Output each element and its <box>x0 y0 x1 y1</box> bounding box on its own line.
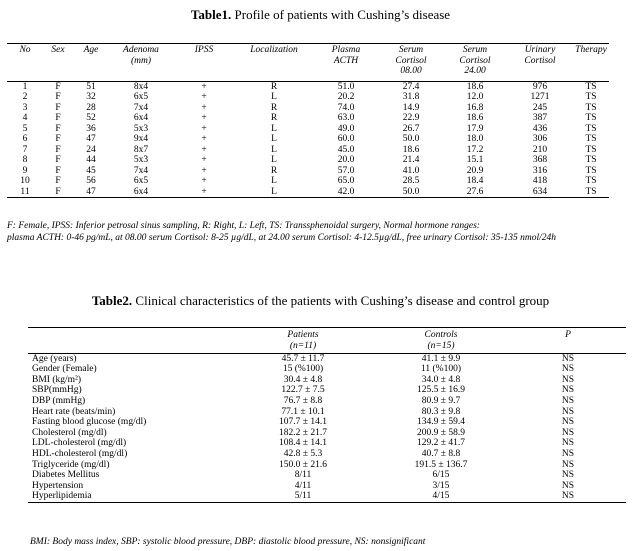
table-cell: 17.9 <box>466 123 484 134</box>
table1-caption <box>0 7 641 23</box>
table-cell: 34.0 ± 4.8 <box>421 374 461 385</box>
table-cell: 8x7 <box>133 144 149 155</box>
table2-header-cell: Controls (n=15) <box>424 330 458 351</box>
table-row <box>7 187 609 198</box>
table-row <box>28 460 626 471</box>
table-cell: 634 <box>532 186 548 197</box>
table-cell: 20.2 <box>337 92 355 103</box>
table-cell: 21.4 <box>402 155 420 166</box>
table-row <box>28 449 626 460</box>
table-cell: 51 <box>86 82 96 92</box>
table-row <box>7 176 609 187</box>
table-cell: 150.0 ± 21.6 <box>279 459 327 470</box>
table-cell: 210 <box>532 144 548 155</box>
table-cell: 17.2 <box>466 144 484 155</box>
table-cell: 18.4 <box>466 176 484 187</box>
table2-footnote: BMI: Body mass index, SBP: systolic blood pressure, DBP: diastolic blood pressure, NS: nonsignificant <box>30 537 426 547</box>
table-cell: 18.6 <box>466 113 484 124</box>
table-cell: F <box>55 144 61 155</box>
table-cell: 6x5 <box>133 92 149 103</box>
table-cell: Hyperlipidemia <box>32 491 92 502</box>
table-cell: 40.7 ± 8.8 <box>421 449 461 460</box>
table-cell: 51.0 <box>337 82 355 92</box>
table-row <box>28 417 626 428</box>
table-cell: R <box>270 102 278 113</box>
table-cell: 4/11 <box>294 480 312 491</box>
table-cell: + <box>201 113 207 124</box>
table2-caption-text: Clinical characteristics of the patients with Cushing’s disease and control group <box>132 293 550 308</box>
table-cell: 245 <box>532 102 548 113</box>
table-cell: 306 <box>532 134 548 145</box>
table2 <box>28 327 626 503</box>
table-cell: 27.4 <box>402 82 420 92</box>
table-cell: 28.5 <box>402 176 420 187</box>
table-cell: NS <box>561 396 575 407</box>
table1-footnote-1: F: Female, IPSS: Inferior petrosal sinus sampling, R: Right, L: Left, TS: Transsphenoidal surgery, Normal hormone ranges: <box>7 221 480 231</box>
table-cell: TS <box>585 186 597 197</box>
table1-footnote-2: plasma ACTH: 0-46 pg/mL, at 08.00 serum Cortisol: 8-25 µg/dL, at 24.00 serum Cortisol: 4-12.5µg/dL, free urinary Cortisol: 35-135 nmol/24h <box>7 233 557 243</box>
table-cell: 42.8 ± 5.3 <box>283 449 323 460</box>
table2-body <box>28 354 626 503</box>
table-cell: 436 <box>532 123 548 134</box>
table-cell: 125.5 ± 16.9 <box>417 385 465 396</box>
table-cell: 47 <box>86 186 96 197</box>
table-row <box>7 92 609 103</box>
table2-caption-label: Table2. <box>91 293 133 308</box>
table-cell: 418 <box>532 176 548 187</box>
table-cell: 18.6 <box>402 144 420 155</box>
table-row <box>28 481 626 492</box>
table-row <box>7 113 609 124</box>
table1-caption-text: Profile of patients with Cushing’s disease <box>231 7 451 22</box>
table-cell: 10 <box>20 176 30 187</box>
table-cell: 41.0 <box>402 165 420 176</box>
table-cell: L <box>271 92 277 103</box>
table-cell: 80.3 ± 9.8 <box>421 406 461 417</box>
table-cell: 2 <box>22 92 28 103</box>
table-cell: HDL-cholesterol (mg/dl) <box>32 449 128 460</box>
table-cell: TS <box>585 134 597 145</box>
table-cell: 8x4 <box>133 82 149 92</box>
table-cell: 387 <box>532 113 548 124</box>
table-cell: 11 (%100) <box>420 364 461 375</box>
table-row <box>28 364 626 375</box>
table-cell: NS <box>561 480 575 491</box>
table-cell: NS <box>561 417 575 428</box>
table-cell: 6x4 <box>133 186 149 197</box>
table-cell: 50.0 <box>402 134 420 145</box>
table-cell: 50.0 <box>402 186 420 197</box>
table-cell: Fasting blood glucose (mg/dl) <box>32 417 147 428</box>
table2-header-cell: P <box>565 330 571 340</box>
table-cell: 6x4 <box>133 113 149 124</box>
table-cell: 5x3 <box>133 123 149 134</box>
table-cell: 20.0 <box>337 155 355 166</box>
table-cell: 16.8 <box>466 102 484 113</box>
table-cell: R <box>270 113 278 124</box>
table-cell: 7 <box>22 144 28 155</box>
table1-header-cell: Plasma ACTH <box>331 45 361 66</box>
table-cell: + <box>201 123 207 134</box>
table-cell: F <box>55 82 61 92</box>
table-cell: 1 <box>22 82 28 92</box>
table-cell: F <box>55 186 61 197</box>
table-cell: 18.0 <box>466 134 484 145</box>
table-row <box>7 166 609 177</box>
table-cell: 12.0 <box>466 92 484 103</box>
table1-header-cell: Therapy <box>575 45 607 55</box>
table-cell: 56 <box>86 176 96 187</box>
table-cell: + <box>201 176 207 187</box>
table-cell: 57.0 <box>337 165 355 176</box>
table1-header-cell: IPSS <box>194 45 214 55</box>
table-cell: NS <box>561 491 575 502</box>
table-cell: 20.9 <box>466 165 484 176</box>
table-cell: 7x4 <box>133 102 149 113</box>
table-cell: 44 <box>86 155 96 166</box>
table1-header-cell: Sex <box>51 45 65 55</box>
table-cell: 74.0 <box>337 102 355 113</box>
table-cell: F <box>55 165 61 176</box>
table-row <box>7 134 609 145</box>
table-cell: + <box>201 102 207 113</box>
table-cell: 52 <box>86 113 96 124</box>
table-cell: NS <box>561 374 575 385</box>
table-cell: + <box>201 92 207 103</box>
table-cell: 32 <box>86 92 96 103</box>
table-cell: 27.6 <box>466 186 484 197</box>
table-cell: TS <box>585 92 597 103</box>
table-cell: 5/11 <box>294 491 312 502</box>
table1-header-cell: Age <box>83 45 99 55</box>
table-cell: 182.2 ± 21.7 <box>279 427 327 438</box>
table-cell: F <box>55 102 61 113</box>
table-cell: TS <box>585 102 597 113</box>
table-cell: 6x5 <box>133 176 149 187</box>
table-cell: 18.6 <box>466 82 484 92</box>
table-cell: F <box>55 134 61 145</box>
table-cell: Diabetes Mellitus <box>32 470 100 481</box>
table2-header <box>28 328 626 354</box>
table-cell: NS <box>561 385 575 396</box>
table-cell: 47 <box>86 134 96 145</box>
table-cell: Cholesterol (mg/dl) <box>32 427 107 438</box>
table-cell: Age (years) <box>32 354 77 364</box>
table-cell: L <box>271 134 277 145</box>
table-row <box>28 375 626 386</box>
table-cell: F <box>55 113 61 124</box>
table-cell: 8/11 <box>294 470 312 481</box>
table-cell: Triglyceride (mg/dl) <box>32 459 110 470</box>
table-cell: + <box>201 186 207 197</box>
table-cell: 80.9 ± 9.7 <box>421 396 461 407</box>
table-cell: TS <box>585 144 597 155</box>
table-row <box>7 82 609 93</box>
table-cell: NS <box>561 406 575 417</box>
table-row <box>28 396 626 407</box>
table-row <box>7 124 609 135</box>
table-cell: F <box>55 92 61 103</box>
table-cell: TS <box>585 176 597 187</box>
table-cell: + <box>201 165 207 176</box>
table-cell: DBP (mmHg) <box>32 396 86 407</box>
table-cell: TS <box>585 123 597 134</box>
table1-header <box>7 44 609 82</box>
table2-header-cell <box>28 328 234 354</box>
table-cell: 28 <box>86 102 96 113</box>
table-cell: TS <box>585 82 597 92</box>
table-row <box>28 438 626 449</box>
table1 <box>7 43 609 198</box>
table-cell: 316 <box>532 165 548 176</box>
table-cell: 3/15 <box>432 480 450 491</box>
table-cell: 63.0 <box>337 113 355 124</box>
table-cell: + <box>201 82 207 92</box>
table-cell: L <box>271 144 277 155</box>
table-cell: 5 <box>22 123 28 134</box>
table-cell: 3 <box>22 102 28 113</box>
table-cell: 15 (%100) <box>282 364 324 375</box>
table1-header-cell: Urinary Cortisol <box>524 45 556 66</box>
table-cell: R <box>270 82 278 92</box>
table-cell: 45 <box>86 165 96 176</box>
table1-header-cell: Localization <box>250 45 298 55</box>
table-cell: NS <box>561 364 575 375</box>
table-cell: 200.9 ± 58.9 <box>417 427 465 438</box>
table-cell: TS <box>585 113 597 124</box>
table1-header-cell: Serum Cortisol 24.00 <box>459 45 491 76</box>
table-cell: F <box>55 155 61 166</box>
table-cell: 41.1 ± 9.9 <box>421 354 461 364</box>
table-cell: 976 <box>532 82 548 92</box>
table-cell: 49.0 <box>337 123 355 134</box>
table-cell: 6 <box>22 134 28 145</box>
table-cell: + <box>201 134 207 145</box>
table-cell: L <box>271 186 277 197</box>
table-cell: 6/15 <box>432 470 450 481</box>
table1-header-cell: Serum Cortisol 08.00 <box>395 45 427 76</box>
table-cell: 5x3 <box>133 155 149 166</box>
table-cell: 60.0 <box>337 134 355 145</box>
table-cell: NS <box>561 438 575 449</box>
table2-header-cell: Patients (n=11) <box>287 330 319 351</box>
table-cell: 134.9 ± 59.4 <box>417 417 465 428</box>
table1-header-cell: Adenoma (mm) <box>123 45 159 66</box>
table-cell: 65.0 <box>337 176 355 187</box>
table-cell: 107.7 ± 14.1 <box>279 417 327 428</box>
table-cell: 24 <box>86 144 96 155</box>
table-cell: F <box>55 176 61 187</box>
table-cell: L <box>271 176 277 187</box>
table-cell: TS <box>585 155 597 166</box>
table-cell: NS <box>561 354 575 364</box>
table-cell: 4/15 <box>432 491 450 502</box>
table-cell: 22.9 <box>402 113 420 124</box>
table-cell: 42.0 <box>337 186 355 197</box>
table1-caption-label: Table1. <box>190 7 232 22</box>
table-row <box>28 428 626 439</box>
table-row <box>7 155 609 166</box>
table-cell: R <box>270 165 278 176</box>
table-cell: L <box>271 155 277 166</box>
table-cell: 368 <box>532 155 548 166</box>
table-cell: 191.5 ± 136.7 <box>414 459 468 470</box>
table-cell: 14.9 <box>402 102 420 113</box>
table-cell: 108.4 ± 14.1 <box>279 438 327 449</box>
table-row <box>28 470 626 481</box>
table-cell: BMI (kg/m²) <box>32 374 82 385</box>
table-cell: 30.4 ± 4.8 <box>283 374 323 385</box>
table-cell: NS <box>561 459 575 470</box>
table-cell: 45.7 ± 11.7 <box>281 354 325 364</box>
table-cell: TS <box>585 165 597 176</box>
table-cell: 11 <box>20 186 30 197</box>
table-cell: 26.7 <box>402 123 420 134</box>
table-cell: NS <box>561 449 575 460</box>
table2-caption <box>0 293 641 309</box>
table-row <box>7 145 609 156</box>
table1-body <box>7 82 609 198</box>
table-row <box>7 103 609 114</box>
table-cell: 9x4 <box>133 134 149 145</box>
table-row <box>28 354 626 365</box>
table-cell: 36 <box>86 123 96 134</box>
table-cell: + <box>201 144 207 155</box>
table-row <box>28 385 626 396</box>
table-cell: NS <box>561 427 575 438</box>
table-cell: L <box>271 123 277 134</box>
table-row <box>28 491 626 502</box>
table-cell: Gender (Female) <box>32 364 97 375</box>
table-cell: 15.1 <box>466 155 484 166</box>
table-cell: LDL-cholesterol (mg/dl) <box>32 438 127 449</box>
table1-header-cell: No <box>19 45 31 55</box>
table-cell: 8 <box>22 155 28 166</box>
table-cell: Heart rate (beats/min) <box>32 406 116 417</box>
table-cell: Hypertension <box>32 480 84 491</box>
table-cell: 31.8 <box>402 92 420 103</box>
table-cell: 4 <box>22 113 28 124</box>
table-cell: 45.0 <box>337 144 355 155</box>
table-cell: NS <box>561 470 575 481</box>
table-cell: SBP(mmHg) <box>32 385 82 396</box>
table-cell: 129.2 ± 41.7 <box>417 438 465 449</box>
table-cell: + <box>201 155 207 166</box>
table-cell: 9 <box>22 165 28 176</box>
table-cell: F <box>55 123 61 134</box>
table-cell: 122.7 ± 7.5 <box>281 385 325 396</box>
table-cell: 77.1 ± 10.1 <box>281 406 325 417</box>
table-cell: 76.7 ± 8.8 <box>283 396 323 407</box>
table-cell: 7x4 <box>133 165 149 176</box>
table-cell: 1271 <box>530 92 550 103</box>
table-row <box>28 407 626 418</box>
